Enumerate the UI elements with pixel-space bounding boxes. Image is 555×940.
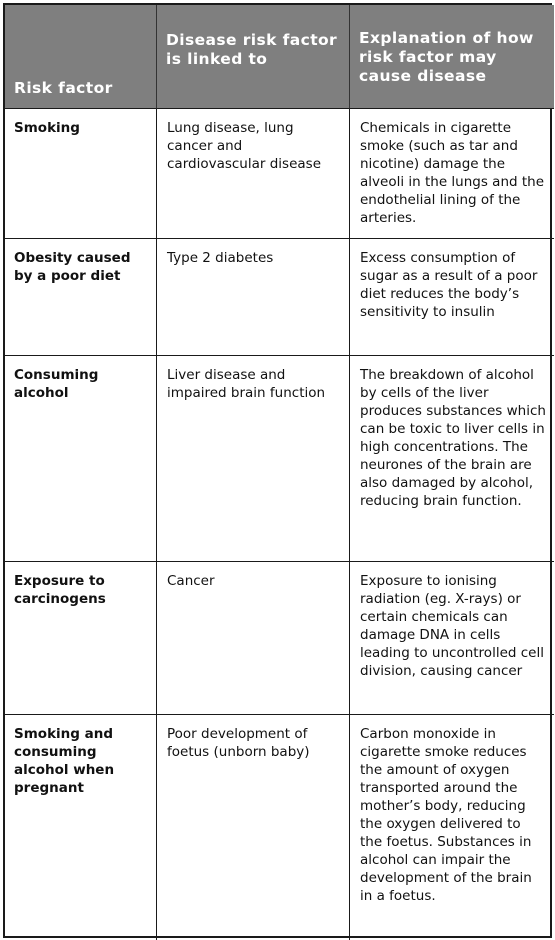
risk-factor-cell: Exposure to carcinogens [5,562,157,715]
disease-cell: Poor development of foetus (unborn baby) [157,715,350,940]
risk-factor-cell: Obesity caused by a poor diet [5,239,157,356]
disease-cell: Cancer [157,562,350,715]
risk-factor-cell: Smoking and consuming alcohol when pregnant [5,715,157,940]
disease-cell: Liver disease and impaired brain function [157,356,350,562]
explanation-cell: Carbon monoxide in cigarette smoke reduces the amount of oxygen transported around the mother’s body, reducing the oxygen delivered to the foetus. Substances in alcohol can impair the development of the brain in a foetus. [360,726,532,904]
header-explanation: Explanation of how risk factor may cause disease [350,5,554,109]
header-disease: Disease risk factor is linked to [157,5,350,109]
header-risk-factor [5,5,157,109]
disease-cell: Type 2 diabetes [157,239,350,356]
explanation-cell: Excess consumption of sugar as a result of a poor diet reduces the body’s sensitivity to insulin [350,239,554,356]
disease-cell: Lung disease, lung cancer and cardiovascular disease [157,109,350,239]
risk-factor-cell: Smoking [5,109,157,239]
risk-factor-cell: Consuming alcohol [5,356,157,562]
risk-factor-table [3,3,552,938]
explanation-cell: Chemicals in cigarette smoke (such as tar and nicotine) damage the alveoli in the lungs and the endothelial lining of the arteries. [350,109,554,239]
explanation-cell: The breakdown of alcohol by cells of the liver produces substances which can be toxic to liver cells in high concentrations. The neurones of the brain are also damaged by alcohol, reducing brain function. [350,356,554,562]
explanation-cell: Exposure to ionising radiation (eg. X-rays) or certain chemicals can damage DNA in cells leading to uncontrolled cell division, causing cancer [350,562,554,715]
header-risk-factor-text: Risk factor [14,79,113,97]
